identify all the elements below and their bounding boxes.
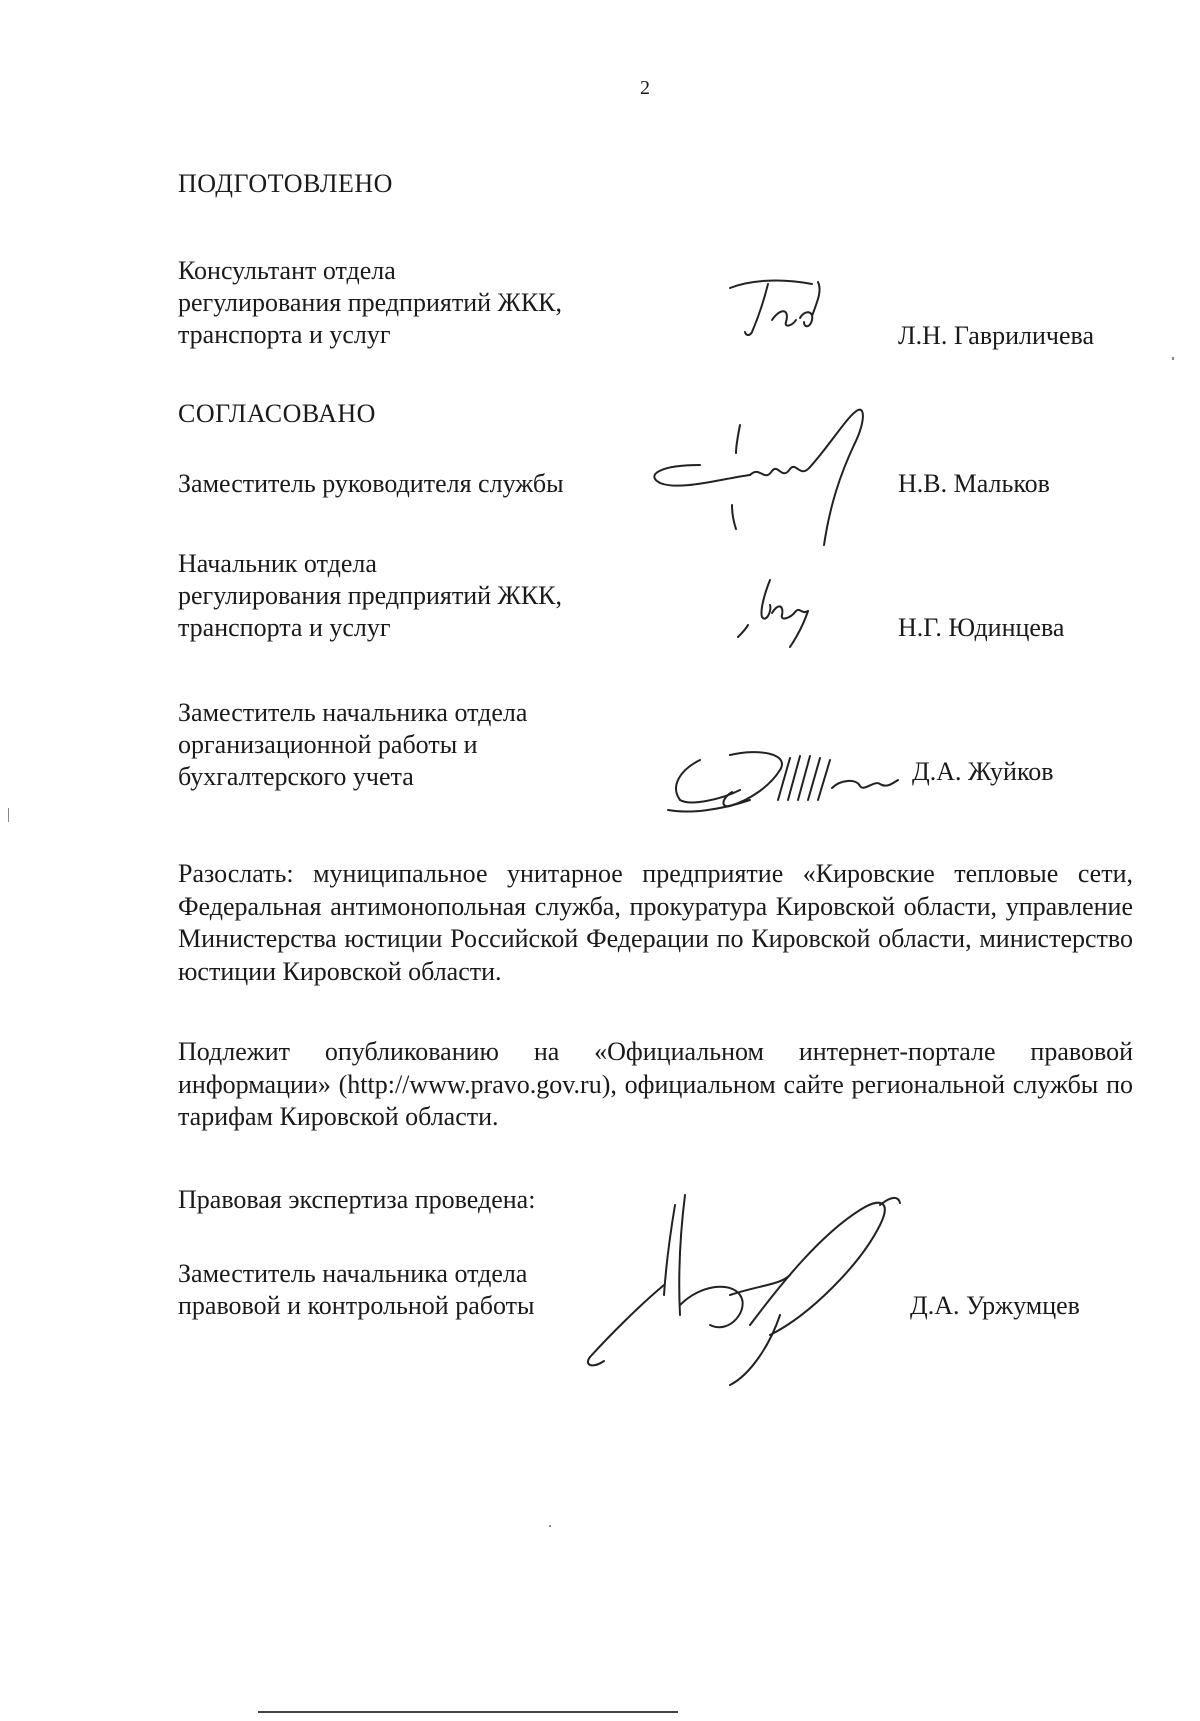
scan-speck: [549, 1525, 551, 1527]
agreed-signer-2-title: [178, 548, 562, 644]
title-line: транспорта и услуг: [178, 320, 391, 349]
title-line: Заместитель руководителя службы: [178, 469, 564, 498]
scan-speck: [1172, 357, 1174, 360]
title-line: транспорта и услуг: [178, 613, 391, 642]
prepared-heading: ПОДГОТОВЛЕНО: [178, 169, 393, 198]
signature-yudintseva: [720, 575, 840, 655]
signature-zhuikov: [660, 740, 920, 820]
title-line: регулирования предприятий ЖКК,: [178, 581, 563, 610]
agreed-signer-3-title: [178, 697, 527, 793]
signature-urzhumtsev: [580, 1185, 940, 1385]
legal-review-heading: Правовая экспертиза проведена:: [178, 1185, 536, 1214]
prepared-signer-name: Л.Н. Гавриличева: [898, 321, 1095, 350]
legal-review-signer-title: [178, 1258, 534, 1322]
agreed-signer-2-name: Н.Г. Юдинцева: [898, 613, 1065, 642]
signature-malkov: [640, 405, 910, 565]
distribution-list: Разослать: муниципальное унитарное предприятие «Кировские тепловые сети, Федеральная антимонопольная служба, прокуратура Кировской области, управление Министерства юстиции Российской Федерации по Кировской области, министерство юстиции Кировской области.: [178, 859, 1133, 986]
title-line: Заместитель начальника отдела: [178, 1259, 528, 1288]
agreed-heading: СОГЛАСОВАНО: [178, 399, 376, 428]
title-line: Консультант отдела: [178, 256, 396, 285]
legal-review-signer-name: Д.А. Уржумцев: [910, 1291, 1080, 1320]
scan-speck: [8, 808, 9, 822]
page-number: 2: [640, 77, 650, 99]
title-line: регулирования предприятий ЖКК,: [178, 288, 563, 317]
agreed-signer-1-name: Н.В. Мальков: [898, 469, 1050, 498]
title-line: Заместитель начальника отдела: [178, 698, 528, 727]
bottom-edge-line: [258, 1711, 678, 1713]
title-line: бухгалтерского учета: [178, 762, 414, 791]
prepared-signer-title: [178, 255, 562, 351]
publication-note: Подлежит опубликованию на «Официальном интернет-портале правовой информации» (http://www.pravo.gov.ru), официальном сайте региональной службы по тарифам Кировской области.: [178, 1037, 1133, 1131]
title-line: Начальник отдела: [178, 549, 377, 578]
agreed-signer-1-title: [178, 468, 564, 500]
title-line: организационной работы и: [178, 730, 478, 759]
agreed-signer-3-name: Д.А. Жуйков: [912, 757, 1054, 786]
title-line: правовой и контрольной работы: [178, 1291, 535, 1320]
signature-gavrilicheva: [720, 270, 840, 350]
